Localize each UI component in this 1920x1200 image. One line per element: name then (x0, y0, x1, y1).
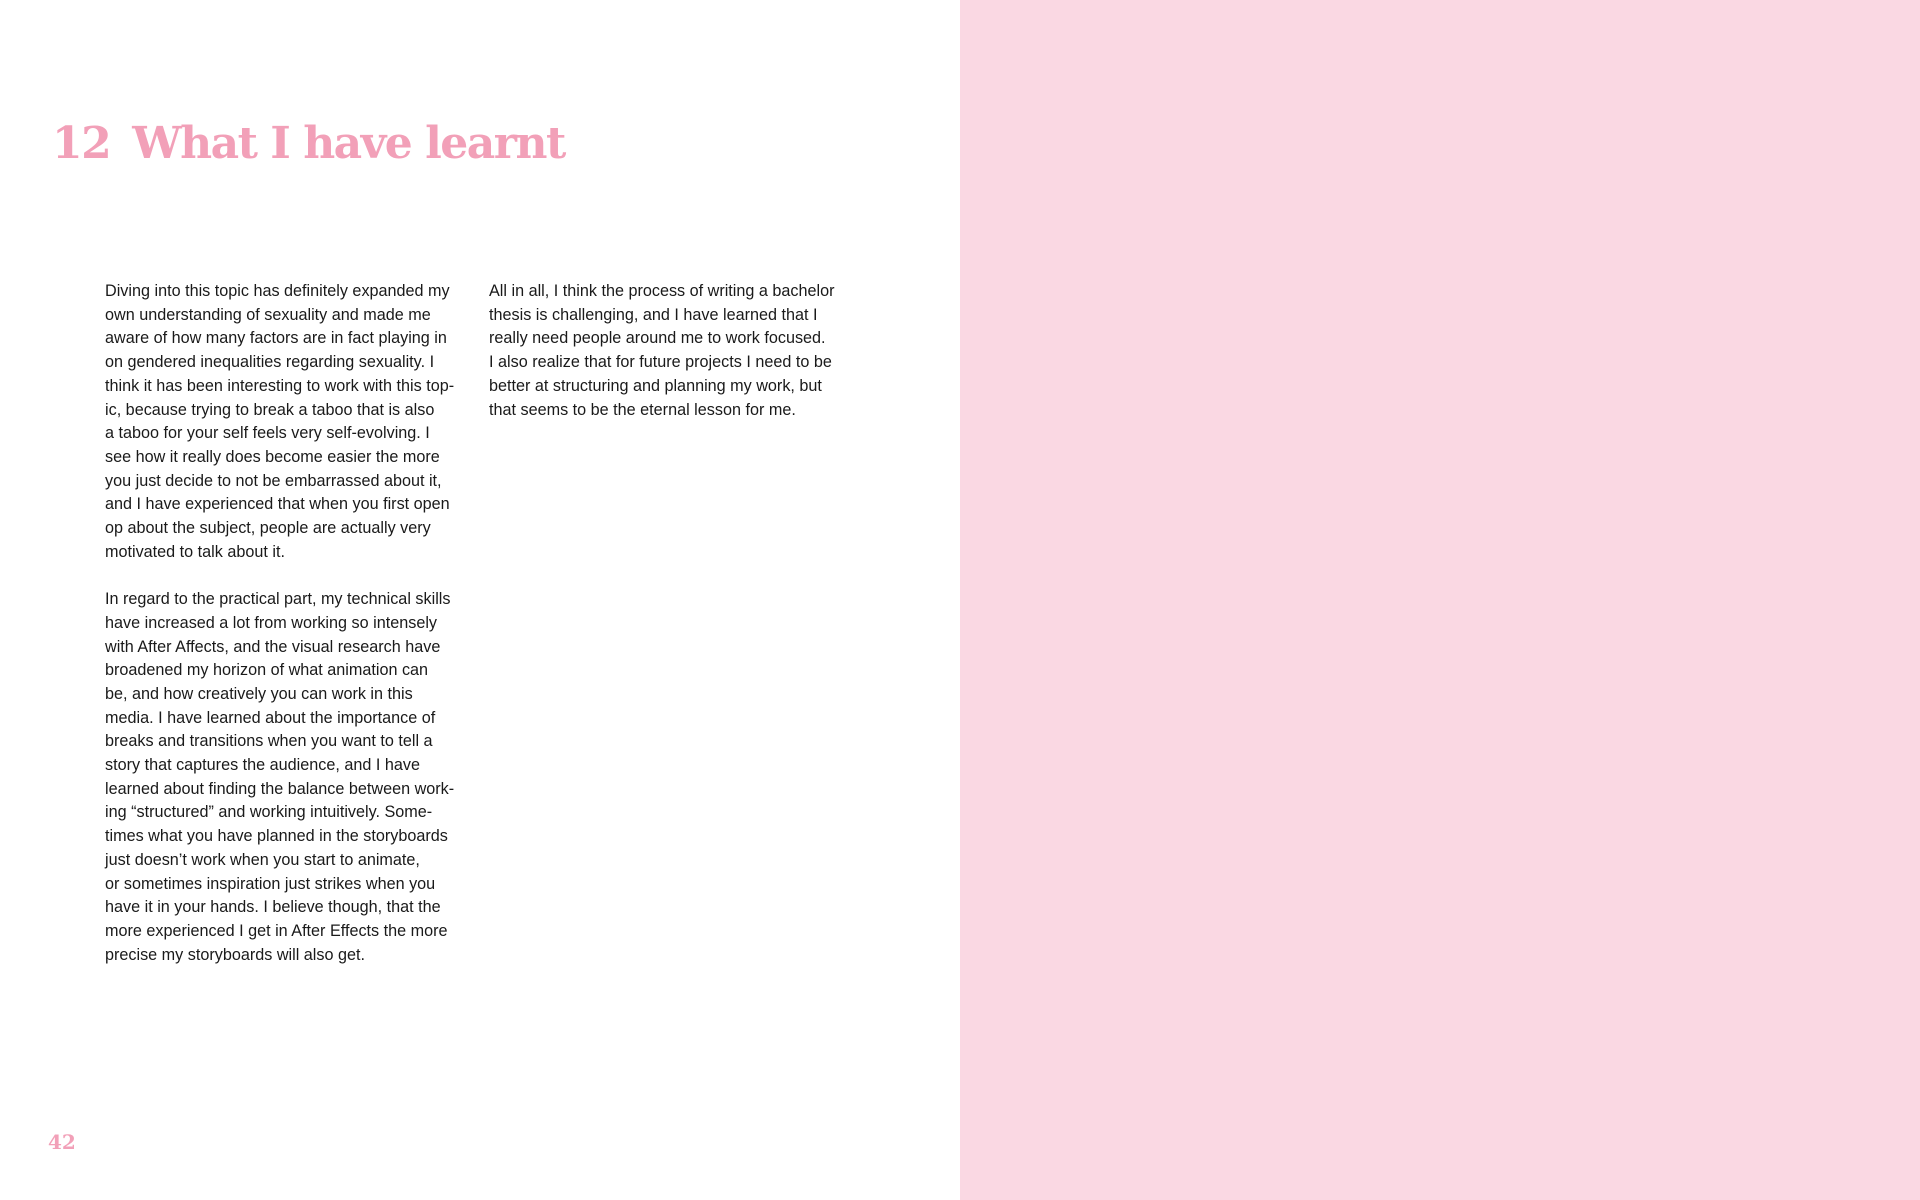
text-line: breaks and transitions when you want to tell a (105, 732, 433, 751)
text-line: really need people around me to work focused. (489, 329, 826, 348)
text-line: with After Affects, and the visual research have (105, 637, 441, 656)
text-line: I also realize that for future projects I need to be (489, 353, 832, 372)
text-line: have it in your hands. I believe though, that the (105, 898, 441, 917)
text-line: learned about finding the balance between work- (105, 779, 455, 798)
text-line: have increased a lot from working so intensely (105, 613, 438, 632)
text-line: ic, because trying to break a taboo that is also (105, 400, 435, 419)
paragraph (105, 280, 480, 564)
text-line: aware of how many factors are in fact playing in (105, 329, 447, 348)
text-line: that seems to be the eternal lesson for me. (489, 400, 796, 419)
chapter-heading (52, 114, 565, 174)
text-line: think it has been interesting to work with this top- (105, 376, 455, 395)
text-line: own understanding of sexuality and made me (105, 305, 431, 324)
text-line: All in all, I think the process of writing a bachelor (489, 282, 835, 300)
text-line: more experienced I get in After Effects the more (105, 921, 448, 940)
text-line: broadened my horizon of what animation can (105, 661, 429, 680)
right-page-pink-panel (960, 0, 1920, 1200)
text-line: or sometimes inspiration just strikes when you (105, 874, 436, 893)
text-line: just doesn’t work when you start to animate, (105, 850, 420, 869)
text-line: ing “structured” and working intuitively. Some- (105, 803, 433, 822)
text-line: Diving into this topic has definitely expanded my (105, 282, 450, 300)
text-line: In regard to the practical part, my technical skills (105, 590, 451, 609)
text-line: see how it really does become easier the more (105, 447, 440, 466)
text-line: thesis is challenging, and I have learned that I (489, 305, 818, 324)
text-line: a taboo for your self feels very self-evolving. I (105, 424, 430, 443)
chapter-number: 12 (52, 118, 111, 169)
paragraph (489, 280, 869, 422)
text-line: and I have experienced that when you first open (105, 495, 450, 514)
text-line: op about the subject, people are actually very (105, 519, 431, 538)
page-number: 42 (48, 1130, 76, 1154)
paragraph (105, 588, 480, 967)
text-line: story that captures the audience, and I have (105, 756, 420, 775)
text-line: better at structuring and planning my work, but (489, 376, 822, 395)
text-line: you just decide to not be embarrassed about it, (105, 471, 442, 490)
text-line: media. I have learned about the importance of (105, 708, 436, 727)
text-column-right (489, 280, 869, 446)
text-line: on gendered inequalities regarding sexuality. I (105, 353, 435, 372)
text-line: times what you have planned in the storyboards (105, 827, 448, 846)
text-column-left (105, 280, 480, 991)
text-line: be, and how creatively you can work in this (105, 684, 413, 703)
chapter-title: What I have learnt (132, 118, 565, 169)
text-line: precise my storyboards will also get. (105, 945, 365, 964)
text-line: motivated to talk about it. (105, 542, 285, 561)
